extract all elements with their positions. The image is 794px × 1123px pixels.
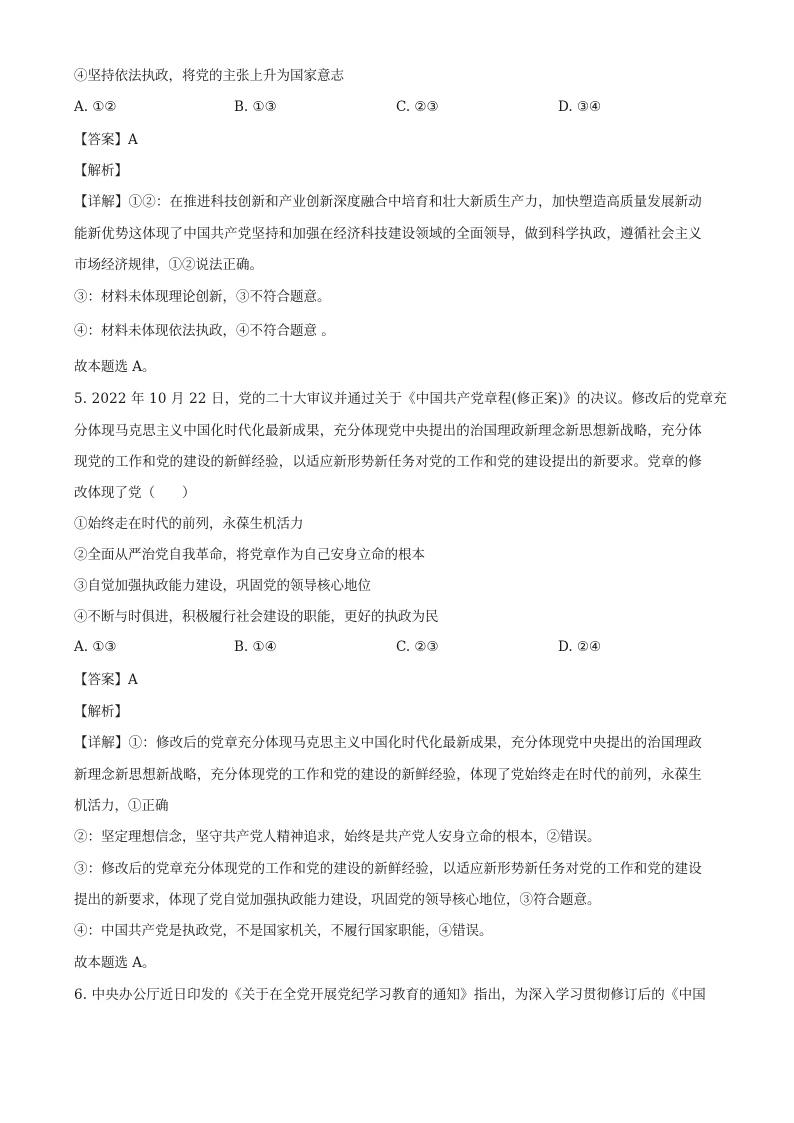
- q5-statement: ③自觉加强执政能力建设，巩固党的领导核心地位: [74, 578, 371, 594]
- q5-detail-line: 【详解】①：修改后的党章充分体现马克思主义中国化时代化最新成果，充分体现党中央提出的治国理政: [74, 735, 702, 751]
- q4-analysis-title: 【解析】: [74, 163, 128, 179]
- q5-detail-line: 新理念新思想新战略，充分体现党的工作和党的建设的新鲜经验，体现了党始终走在时代的前列，永葆生: [74, 767, 702, 783]
- q5-detail-line: 机活力，①正确: [74, 798, 169, 814]
- option-a: A. ①③: [74, 639, 117, 655]
- q4-detail-line: 能新优势这体现了中国共产党坚持和加强在经济科技建设领域的全面领导，做到科学执政，遵循社会主义: [74, 226, 702, 242]
- q6-stem: 6. 中央办公厅近日印发的《关于在全党开展党纪学习教育的通知》指出，为深入学习贯彻修订后的《中国: [74, 987, 706, 1003]
- q5-stem-line: 改体现了党（ ）: [74, 485, 196, 501]
- q4-conclusion: 故本题选 A。: [74, 359, 156, 375]
- q4-detail-line: 市场经济规律，①②说法正确。: [74, 257, 263, 273]
- q5-stem-line: 5. 2022 年 10 月 22 日，党的二十大审议并通过关于《中国共产党章程(修正案)》的决议。修改后的党章充: [74, 391, 727, 407]
- option-b: B. ①③: [234, 99, 277, 115]
- option-d: D. ③④: [558, 99, 602, 115]
- q5-statement: ①始终走在时代的前列，永葆生机活力: [74, 516, 304, 532]
- q4-detail-line: 【详解】①②：在推进科技创新和产业创新深度融合中培育和壮大新质生产力，加快塑造高质量发展新动: [74, 194, 702, 210]
- q5-detail-3-line: ③：修改后的党章充分体现党的工作和党的建设的新鲜经验，以适应新形势新任务对党的工作和党的建设: [74, 861, 702, 877]
- q5-detail-2: ②：坚定理想信念，坚守共产党人精神追求，始终是共产党人安身立命的根本，②错误。: [74, 829, 601, 845]
- q5-stem-line: 现党的工作和党的建设的新鲜经验，以适应新形势新任务对党的工作和党的建设提出的新要求。党章的修: [74, 454, 702, 470]
- q5-detail-3-line: 提出的新要求，体现了党自觉加强执政能力建设，巩固党的领导核心地位，③符合题意。: [74, 892, 601, 908]
- q4-answer: 【答案】A: [74, 132, 138, 148]
- q5-detail-4: ④：中国共产党是执政党，不是国家机关，不履行国家职能，④错误。: [74, 923, 493, 939]
- q5-stem-line: 分体现马克思主义中国化时代化最新成果，充分体现党中央提出的治国理政新理念新思想新战略，充分体: [74, 423, 702, 439]
- option-c: C. ②③: [396, 639, 439, 655]
- q5-analysis-title: 【解析】: [74, 704, 128, 720]
- q5-conclusion: 故本题选 A。: [74, 955, 156, 971]
- q4-detail-3: ③：材料未体现理论创新，③不符合题意。: [74, 289, 331, 305]
- option-c: C. ②③: [396, 99, 439, 115]
- q4-stmt4: ④坚持依法执政，将党的主张上升为国家意志: [74, 68, 344, 84]
- q5-options: [74, 639, 724, 657]
- q4-options: [74, 99, 724, 117]
- q5-answer: 【答案】A: [74, 672, 138, 688]
- option-d: D. ②④: [558, 639, 602, 655]
- q4-detail-4: ④：材料未体现依法执政，④不符合题意 。: [74, 323, 335, 339]
- option-b: B. ①④: [234, 639, 277, 655]
- q5-statement: ④不断与时俱进，积极履行社会建设的职能，更好的执政为民: [74, 609, 439, 625]
- q5-statement: ②全面从严治党自我革命，将党章作为自己安身立命的根本: [74, 547, 425, 563]
- option-a: A. ①②: [74, 99, 117, 115]
